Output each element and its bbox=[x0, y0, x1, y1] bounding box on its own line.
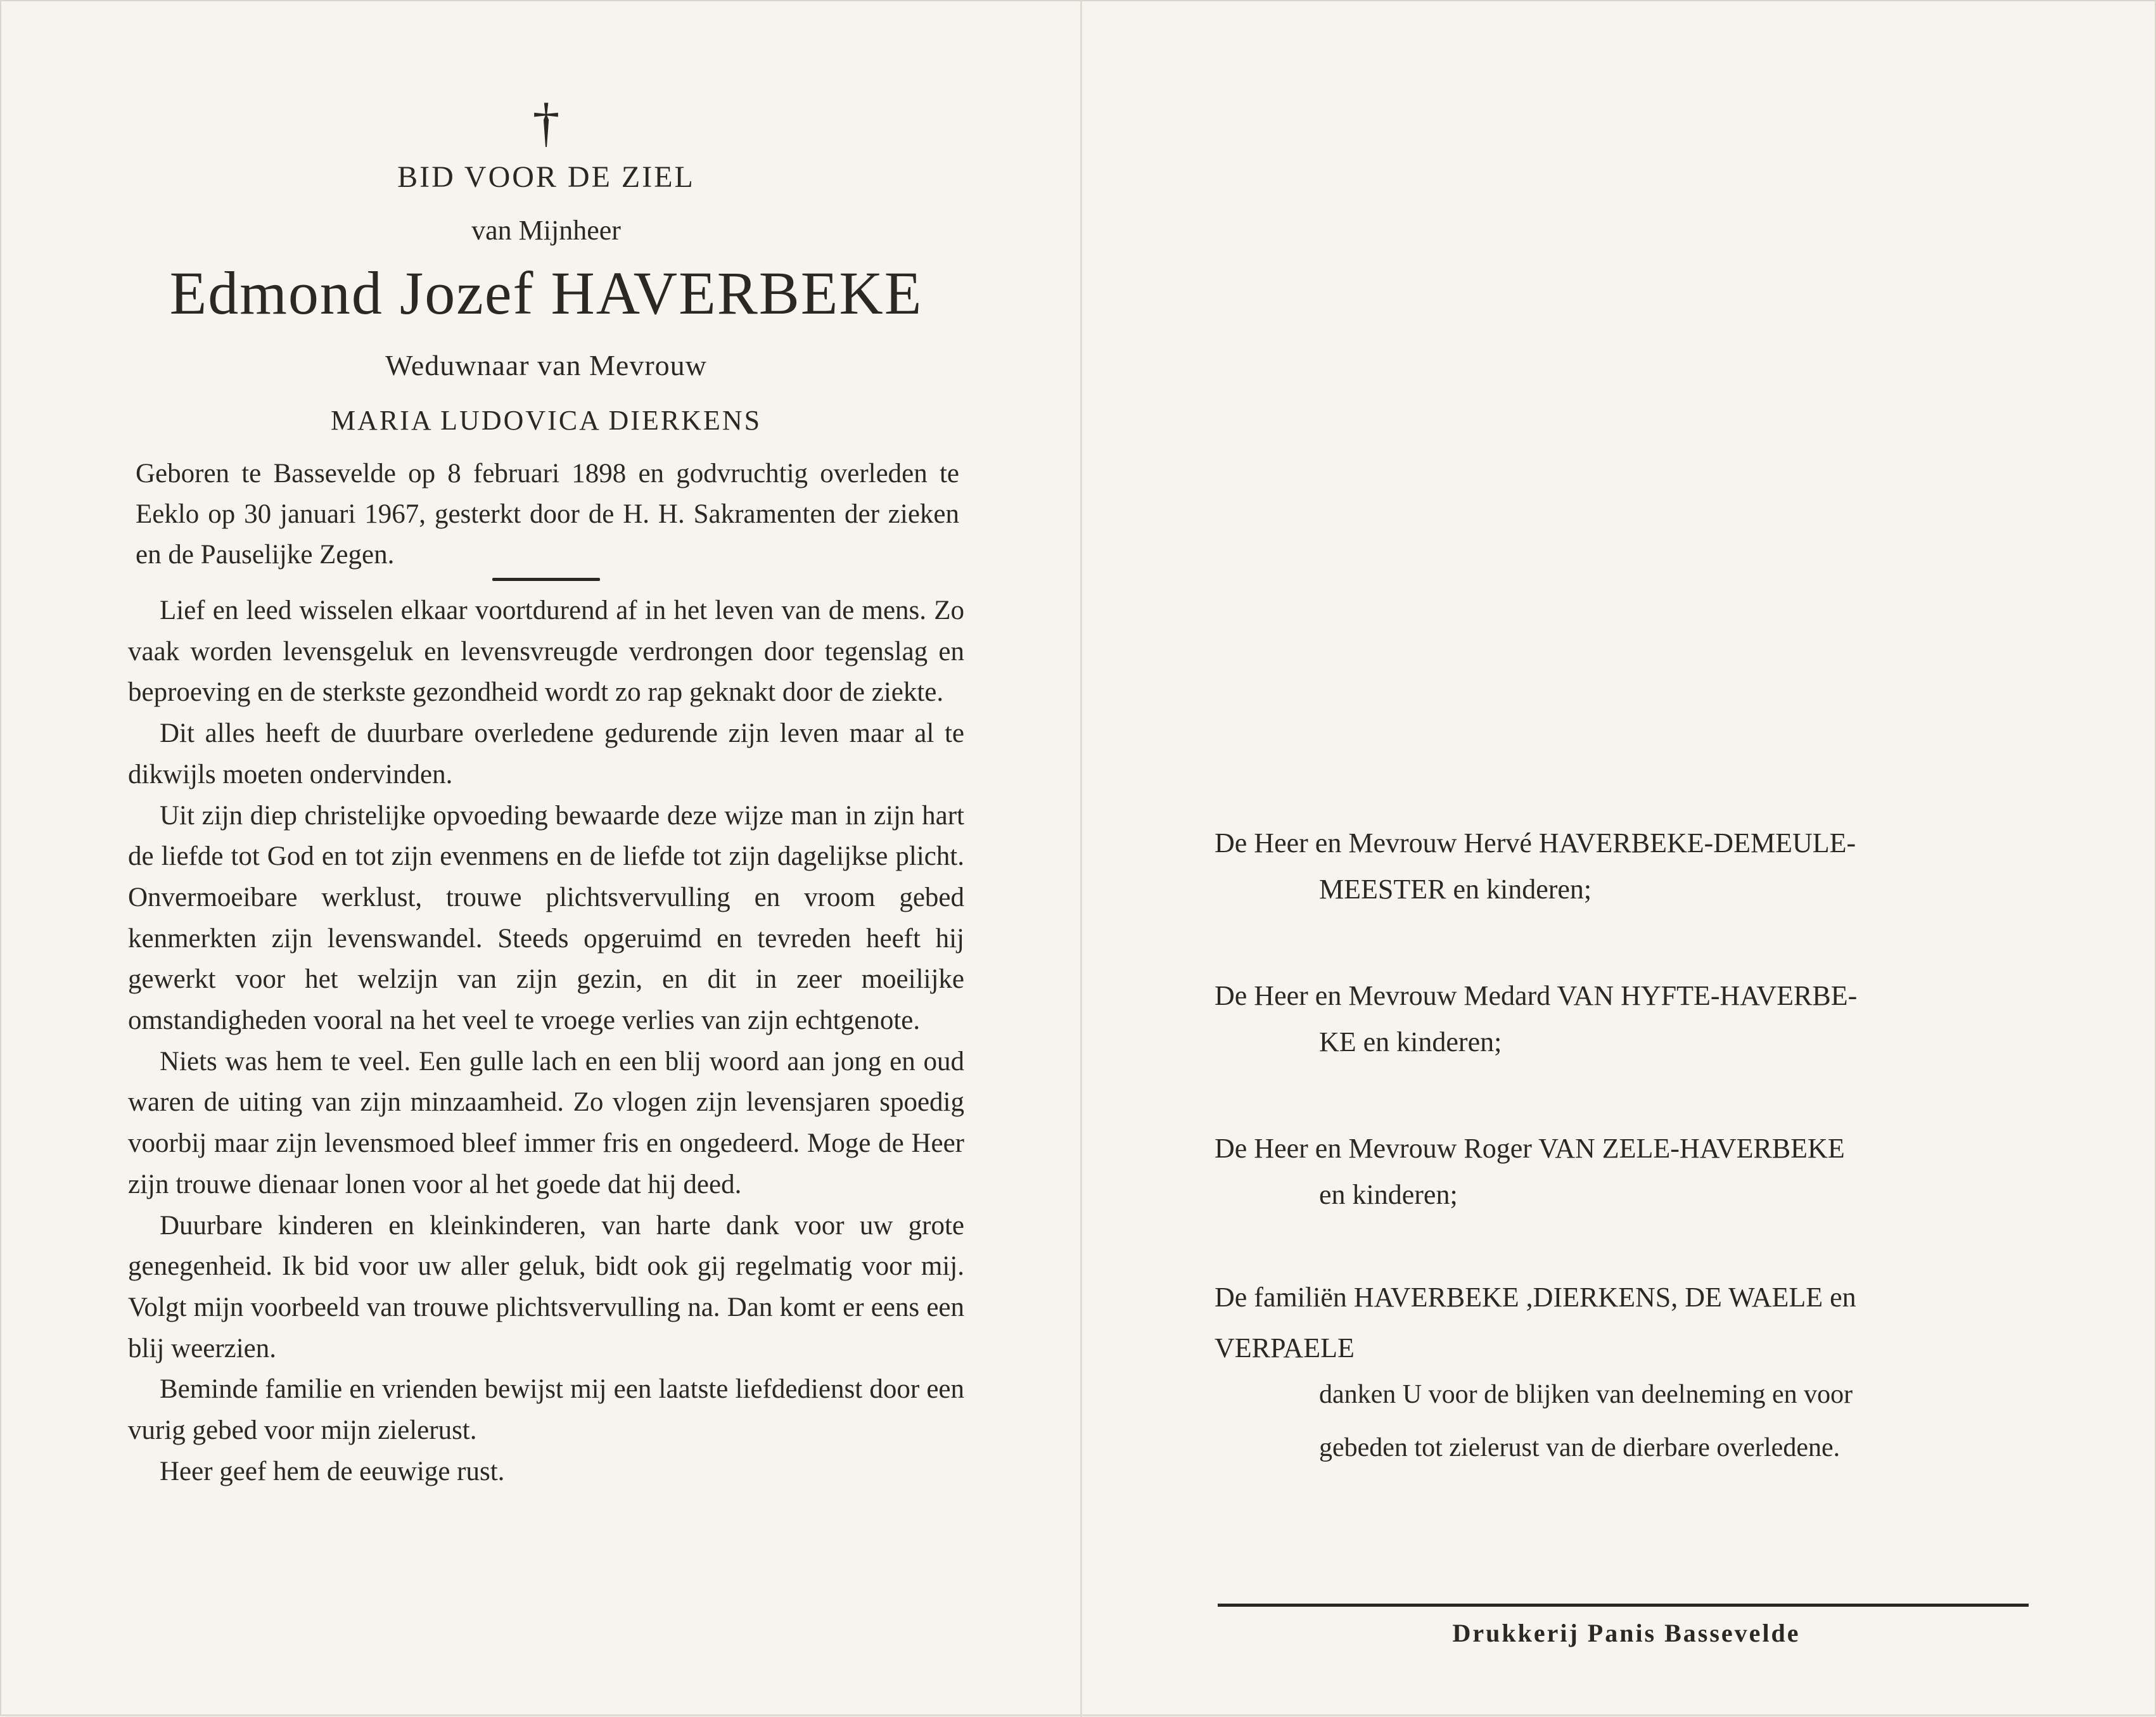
eulogy-paragraph: Niets was hem te veel. Een gulle lach en een blij woord aan jong en oud waren de uiting van zijn minzaamheid. Zo vlogen zijn levensjaren spoedig voorbij maar zijn levensmoed bleef immer fris en ongedeerd. Moge de Heer zijn trouwe dienaar lonen voor al het goede dat hij deed. bbox=[128, 1046, 964, 1199]
left-panel bbox=[128, 1, 964, 1717]
widower-line: Weduwnaar van Mevrouw bbox=[385, 349, 707, 381]
honorific-line: van Mijnheer bbox=[471, 215, 621, 246]
cross-icon: † bbox=[532, 92, 560, 153]
card-fold-crease bbox=[1080, 1, 1082, 1717]
family-2-line-2: KE en kinderen; bbox=[1319, 1026, 1502, 1057]
eulogy-paragraph: Dit alles heeft de duurbare overledene gedurende zijn leven maar al te dikwijls moeten ondervinden. bbox=[128, 718, 964, 789]
birth-death-text: Geboren te Bassevelde op 8 februari 1898 en godvruchtig overleden te Eeklo op 30 januari 1967, gesterkt door de H. H. Sakramenten der zieken en de Pauselijke Zegen. bbox=[136, 459, 959, 570]
family-1-line-1: De Heer en Mevrouw Hervé HAVERBEKE-DEMEULE- bbox=[1215, 827, 1856, 858]
prayer-heading: BID VOOR DE ZIEL bbox=[397, 160, 695, 194]
spouse-name: MARIA LUDOVICA DIERKENS bbox=[330, 405, 762, 436]
family-3-line-1: De Heer en Mevrouw Roger VAN ZELE-HAVERBEKE bbox=[1215, 1133, 1845, 1164]
divider bbox=[492, 578, 600, 581]
thanks-line-2: gebeden tot zielerust van de dierbare overledene. bbox=[1319, 1433, 1840, 1462]
eulogy-paragraph: Duurbare kinderen en kleinkinderen, van harte dank voor uw grote genegenheid. Ik bid voor uw aller geluk, bidt ook gij regelmatig voor mij. Volgt mijn voorbeeld van trouwe plichtsvervulling na. Dan komt er eens een blij weerzien. bbox=[128, 1210, 964, 1363]
family-1-line-2: MEESTER en kinderen; bbox=[1319, 874, 1592, 905]
printer-credit: Drukkerij Panis Bassevelde bbox=[1452, 1619, 1801, 1647]
family-2-line-1: De Heer en Mevrouw Medard VAN HYFTE-HAVERBE- bbox=[1215, 980, 1858, 1011]
footer-rule bbox=[1218, 1604, 2029, 1607]
deceased-name: Edmond Jozef HAVERBEKE bbox=[169, 259, 923, 327]
family-3-line-2: en kinderen; bbox=[1319, 1179, 1458, 1210]
families-line-2: VERPAELE bbox=[1215, 1332, 1355, 1363]
eulogy-text bbox=[128, 590, 964, 1492]
families-line-1: De familiën HAVERBEKE ,DIERKENS, DE WAELE en bbox=[1215, 1282, 1856, 1313]
eulogy-paragraph: Uit zijn diep christelijke opvoeding bewaarde deze wijze man in zijn hart de liefde tot God en tot zijn evenmens en de liefde tot zijn dagelijkse plicht. Onvermoeibare werklust, trouwe plichtsvervulling en vroom gebed kenmerkten zijn levenswandel. Steeds opgeruimd en tevreden heeft hij gewerkt voor het welzijn van zijn gezin, en dit in zeer moeilijke omstandigheden vooral na het veel te vroege verlies van zijn echtgenote. bbox=[128, 800, 964, 1036]
right-panel bbox=[1205, 1, 2048, 1717]
thanks-line-1: danken U voor de blijken van deelneming en voor bbox=[1319, 1380, 1853, 1409]
eulogy-paragraph: Lief en leed wisselen elkaar voortdurend af in het leven van de mens. Zo vaak worden levensgeluk en levensvreugde verdrongen door tegenslag en beproeving en de sterkste gezondheid wordt zo rap geknakt door de ziekte. bbox=[128, 596, 964, 708]
eulogy-paragraph: Heer geef hem de eeuwige rust. bbox=[160, 1456, 505, 1486]
eulogy-paragraph: Beminde familie en vrienden bewijst mij een laatste liefdedienst door een vurig gebed voor mijn zielerust. bbox=[128, 1374, 964, 1446]
